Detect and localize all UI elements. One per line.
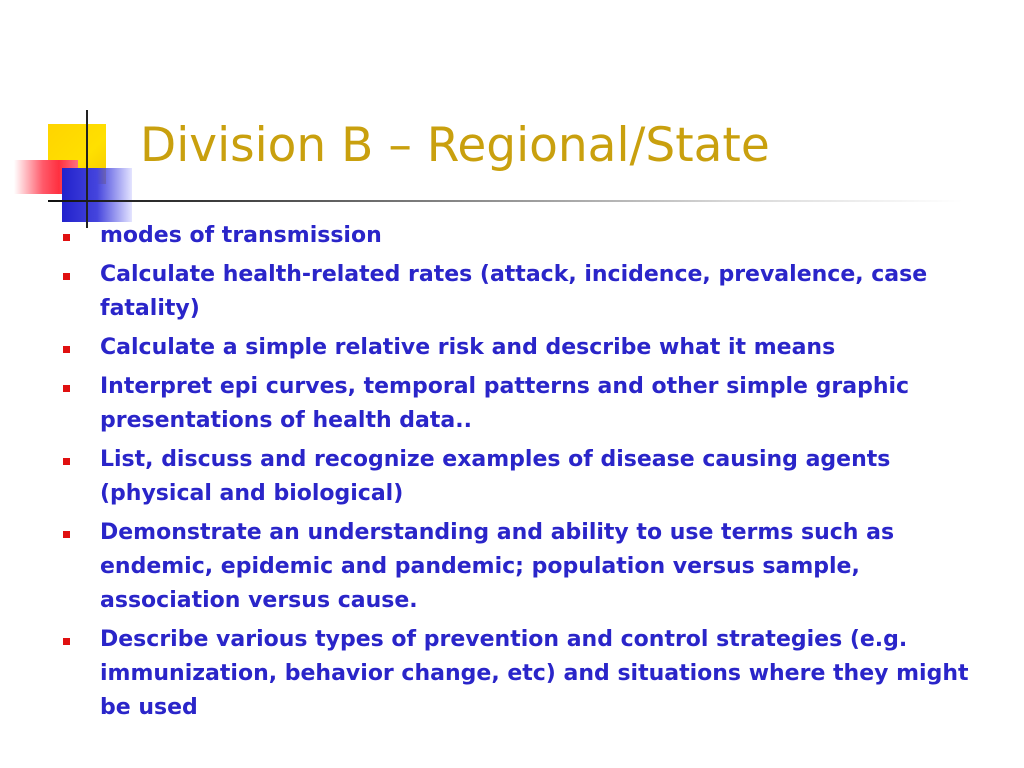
bullet-text: modes of transmission [100,223,382,248]
title-underline-divider [48,200,963,202]
red-square-bullet-icon [63,531,70,538]
bullet-item [60,331,990,365]
bullet-text: Interpret epi curves, temporal patterns and other simple graphic presentations of health data.. [100,374,910,433]
bullet-item [60,443,990,511]
red-square-bullet-icon [63,458,70,465]
bullet-text: List, discuss and recognize examples of disease causing agents (physical and biological) [100,447,891,506]
bullet-text: Calculate a simple relative risk and describe what it means [100,335,836,360]
bullet-text: Demonstrate an understanding and ability to use terms such as endemic, epidemic and pandemic; population versus sample, association versus cause. [100,520,895,613]
red-square-bullet-icon [63,385,70,392]
bullet-item [60,516,990,618]
red-square-bullet-icon [63,638,70,645]
bullet-text: Describe various types of prevention and control strategies (e.g. immunization, behavior change, etc) and situations where they might be used [100,627,969,720]
bullet-item [60,219,990,253]
red-square-bullet-icon [63,273,70,280]
vertical-rule [86,110,88,228]
red-square-bullet-icon [63,234,70,241]
bullet-item [60,258,990,326]
bullet-item [60,623,990,725]
blue-square-shape [62,168,132,222]
bullet-item [60,370,990,438]
red-square-bullet-icon [63,346,70,353]
bullet-text: Calculate health-related rates (attack, incidence, prevalence, case fatality) [100,262,928,321]
bullet-list [60,219,990,730]
slide-title: Division B – Regional/State [140,118,770,173]
